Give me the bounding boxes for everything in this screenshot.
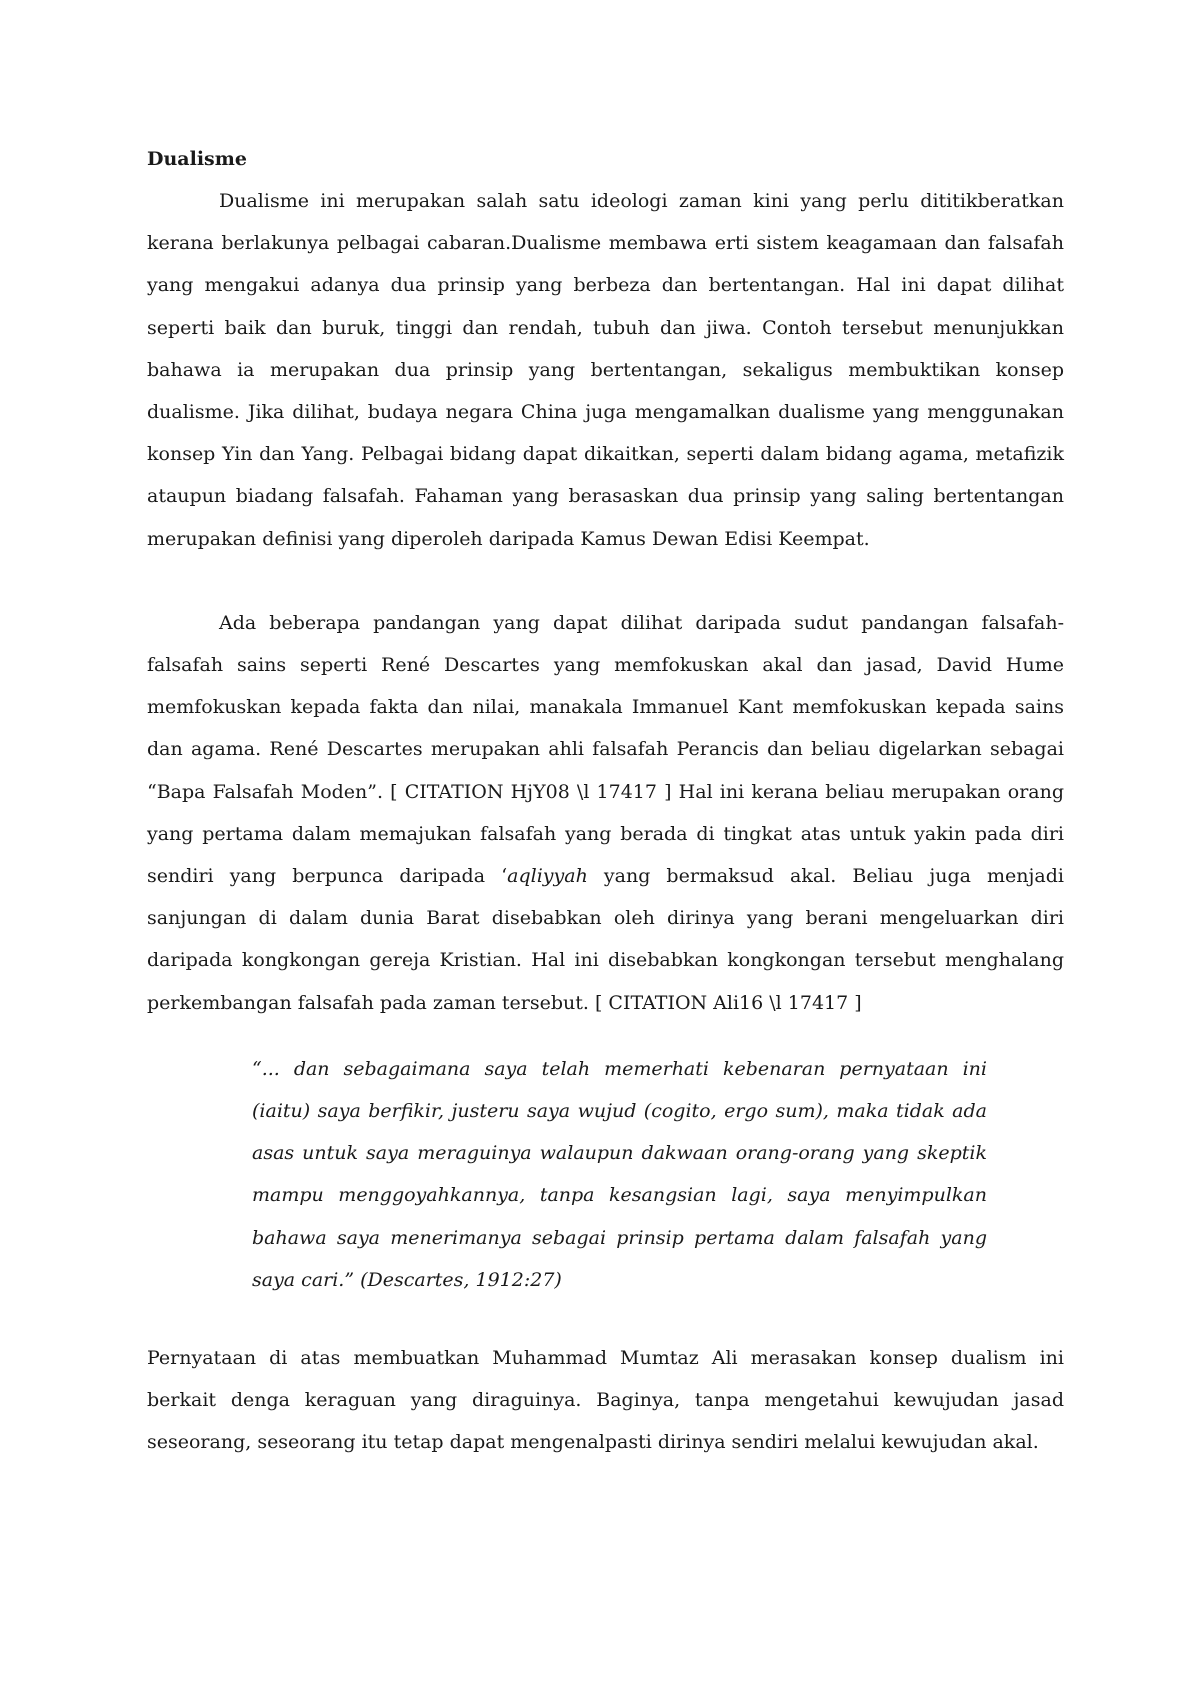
term-aqliyyah: aqliyyah — [507, 865, 588, 888]
paragraph-views-text-2: yang bermaksud akal. Beliau juga menjadi sanjungan di dalam dunia Barat disebabkan oleh dirinya yang berani mengeluarkan diri daripada kongkongan gereja Kristian. Hal ini disebabkan kongkongan tersebut menghalang perkembangan falsafah pada zaman tersebut. [ CITATION Ali16 \l 17417 ] — [147, 865, 1064, 1014]
paragraph-definition: Dualisme ini merupakan salah satu ideologi zaman kini yang perlu dititikberatkan kerana berlakunya pelbagai cabaran.Dualisme membawa erti sistem keagamaan dan falsafah yang mengakui adanya dua prinsip yang berbeza dan bertentangan. Hal ini dapat dilihat seperti baik dan buruk, tinggi dan rendah, tubuh dan jiwa. Contoh tersebut menunjukkan bahawa ia merupakan dua prinsip yang bertentangan, sekaligus membuktikan konsep dualisme. Jika dilihat, budaya negara China juga mengamalkan dualisme yang menggunakan konsep Yin dan Yang. Pelbagai bidang dapat dikaitkan, seperti dalam bidang agama, metafizik ataupun biadang falsafah. Fahaman yang berasaskan dua prinsip yang saling bertentangan merupakan definisi yang diperoleh daripada Kamus Dewan Edisi Keempat. — [147, 190, 1064, 550]
paragraph-views — [147, 602, 1064, 1024]
paragraph-views-text-1: Ada beberapa pandangan yang dapat dilihat daripada sudut pandangan falsafah-falsafah sains seperti René Descartes yang memfokuskan akal dan jasad, David Hume memfokuskan kepada fakta dan nilai, manakala Immanuel Kant memfokuskan kepada sains dan agama. René Descartes merupakan ahli falsafah Perancis dan beliau digelarkan sebagai “Bapa Falsafah Moden”. [ CITATION HjY08 \l 17417 ] Hal ini kerana beliau merupakan orang yang pertama dalam memajukan falsafah yang berada di tingkat atas untuk yakin pada diri sendiri yang berpunca daripada ‘ — [147, 611, 1064, 888]
block-quote: “... dan sebagaimana saya telah memerhati kebenaran pernyataan ini (iaitu) saya berfikir, justeru saya wujud (cogito, ergo sum), maka tidak ada asas untuk saya meraguinya walaupun dakwaan orang-orang yang skeptik mampu menggoyahkannya, tanpa kesangsian lagi, saya menyimpulkan bahawa saya menerimanya sebagai prinsip pertama dalam falsafah yang saya cari.” (Descartes, 1912:27) — [252, 1057, 987, 1291]
paragraph-conclusion: Pernyataan di atas membuatkan Muhammad Mumtaz Ali merasakan konsep dualism ini berkait denga keraguan yang diraguinya. Baginya, tanpa mengetahui kewujudan jasad seseorang, seseorang itu tetap dapat mengenalpasti dirinya sendiri melalui kewujudan akal. — [147, 1347, 1064, 1454]
document-page — [147, 138, 1064, 1464]
section-heading: Dualisme — [147, 148, 247, 170]
